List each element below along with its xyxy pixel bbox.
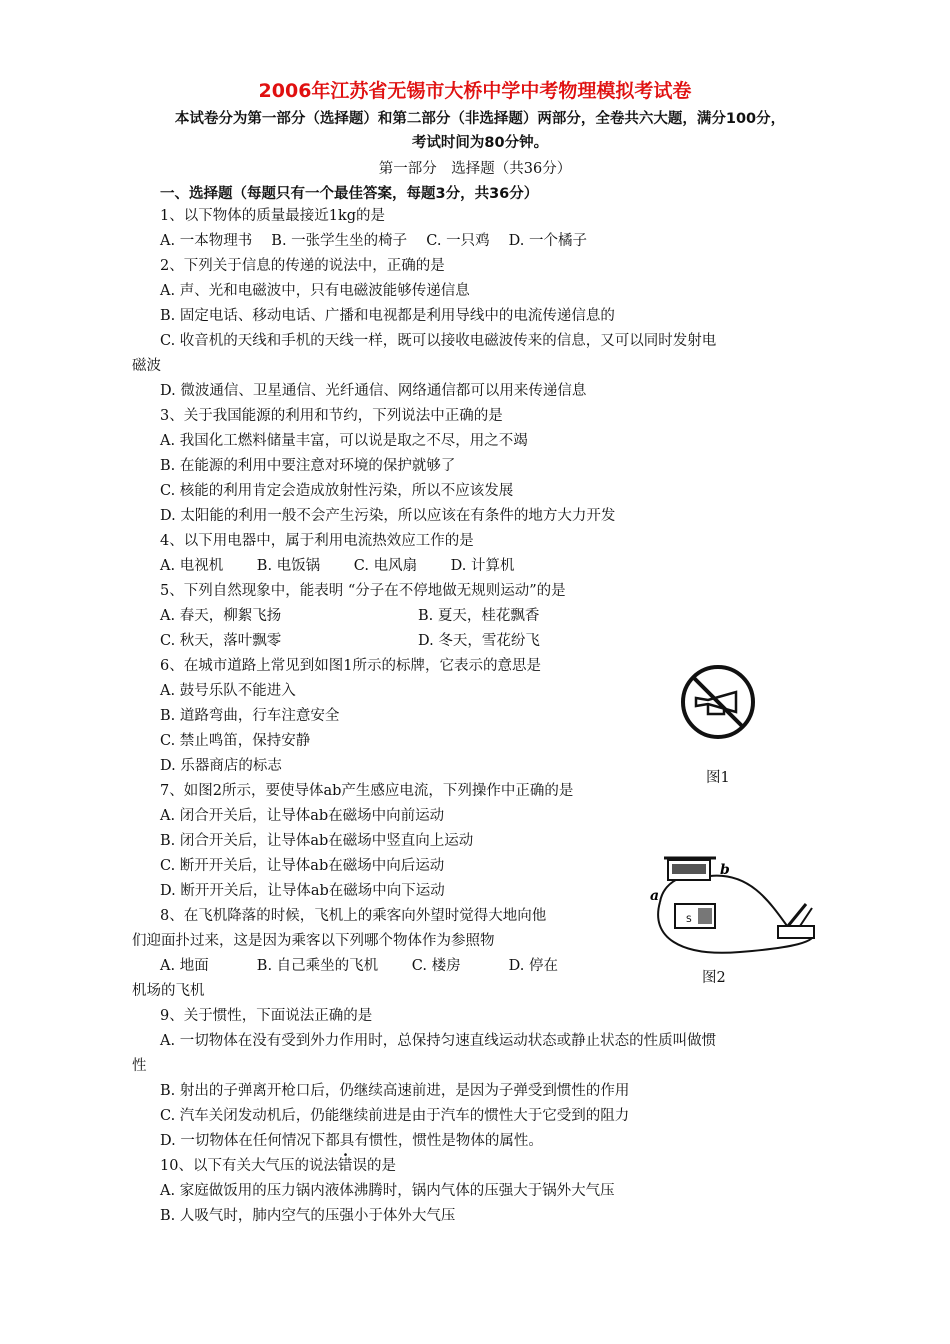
q5-stem: 5、下列自然现象中，能表明 “分子在不停地做无规则运动”的是: [160, 583, 566, 599]
label-a: a: [650, 888, 660, 904]
q9-option-c: C. 汽车关闭发动机后，仍能继续前进是由于汽车的惯性大于它受到的阻力: [160, 1108, 630, 1124]
q1-stem: 1、以下物体的质量最接近1kg的是: [160, 208, 386, 224]
svg-text:S: S: [686, 915, 692, 925]
q7-option-b: B. 闭合开关后，让导体ab在磁场中竖直向上运动: [160, 833, 474, 849]
q3-option-c: C. 核能的利用肯定会造成放射性污染，所以不应该发展: [160, 483, 514, 499]
q8-options: A. 地面 B. 自己乘坐的飞机 C. 楼房 D. 停在: [160, 958, 559, 974]
q1-options: A. 一本物理书 B. 一张学生坐的椅子 C. 一只鸡 D. 一个橘子: [160, 233, 588, 249]
q9-option-a-cont: 性: [132, 1058, 147, 1074]
section-heading: 一、选择题（每题只有一个最佳答案，每题3分，共36分）: [160, 186, 539, 202]
q8-options-cont: 机场的飞机: [132, 983, 205, 999]
q5-option-d: D. 冬天，雪花纷飞: [418, 633, 540, 649]
induction-circuit-figure: [640, 842, 830, 962]
q5-option-c: C. 秋天，落叶飘零: [160, 633, 282, 649]
q3-option-d: D. 太阳能的利用一般不会产生污染，所以应该在有条件的地方大力开发: [160, 508, 616, 524]
q10-stem-start: 10、以下有关大气压的说法: [160, 1158, 338, 1174]
q10-option-a: A. 家庭做饭用的压力锅内液体沸腾时，锅内气体的压强大于锅外大气压: [160, 1183, 615, 1199]
q9-option-a: A. 一切物体在没有受到外力作用时，总保持匀速直线运动状态或静止状态的性质叫做惯: [160, 1033, 717, 1049]
q9-option-b: B. 射出的子弹离开枪口后，仍继续高速前进，是因为子弹受到惯性的作用: [160, 1083, 630, 1099]
q2-option-c: C. 收音机的天线和手机的天线一样，既可以接收电磁波传来的信息，又可以同时发射电: [160, 333, 717, 349]
q5-option-b: B. 夏天，桂花飘香: [418, 608, 540, 624]
fig2-caption: 图2: [702, 970, 726, 986]
label-b: b: [720, 862, 730, 878]
q2-option-b: B. 固定电话、移动电话、广播和电视都是利用导线中的电流传递信息的: [160, 308, 615, 324]
q4-options: A. 电视机 B. 电饭锅 C. 电风扇 D. 计算机: [160, 558, 515, 574]
q6-stem: 6、在城市道路上常见到如图1所示的标牌，它表示的意思是: [160, 658, 541, 674]
q6-option-a: A. 鼓号乐队不能进入: [160, 683, 296, 699]
part-heading: 第一部分 选择题（共36分）: [378, 161, 572, 177]
q7-option-c: C. 断开开关后，让导体ab在磁场中向后运动: [160, 858, 445, 874]
q9-stem: 9、关于惯性，下面说法正确的是: [160, 1008, 373, 1024]
intro-line-2: 考试时间为80分钟。: [411, 135, 549, 151]
q3-option-a: A. 我国化工燃料储量丰富，可以说是取之不尽，用之不竭: [160, 433, 528, 449]
q10-stem: [160, 1156, 396, 1176]
q7-option-a: A. 闭合开关后，让导体ab在磁场中向前运动: [160, 808, 445, 824]
q5-option-a: A. 春天，柳絮飞扬: [160, 608, 282, 624]
q6-option-d: D. 乐器商店的标志: [160, 758, 282, 774]
q2-option-c-cont: 磁波: [132, 358, 161, 374]
exam-title: 2006年江苏省无锡市大桥中学中考物理模拟考试卷: [258, 80, 692, 102]
q7-option-d: D. 断开开关后，让导体ab在磁场中向下运动: [160, 883, 445, 899]
fig1-caption: 图1: [706, 770, 730, 786]
q3-option-b: B. 在能源的利用中要注意对环境的保护就够了: [160, 458, 456, 474]
q8-stem-2: 们迎面扑过来，这是因为乘客以下列哪个物体作为参照物: [132, 933, 495, 949]
q4-stem: 4、以下用电器中，属于利用电流热效应工作的是: [160, 533, 474, 549]
q2-option-d: D. 微波通信、卫星通信、光纤通信、网络通信都可以用来传递信息: [160, 383, 587, 399]
exam-intro: [120, 107, 840, 155]
q6-option-b: B. 道路弯曲，行车注意安全: [160, 708, 340, 724]
q10-stem-end: 的是: [366, 1158, 396, 1174]
q3-stem: 3、关于我国能源的利用和节约，下列说法中正确的是: [160, 408, 503, 424]
q9-option-d: D. 一切物体在任何情况下都具有惯性，惯性是物体的属性。: [160, 1133, 543, 1149]
q7-stem: 7、如图2所示，要使导体ab产生感应电流，下列操作中正确的是: [160, 783, 574, 799]
no-horn-sign-figure: [678, 662, 758, 742]
intro-line-1: 本试卷分为第一部分（选择题）和第二部分（非选择题）两部分，全卷共六大题，满分100分，: [174, 111, 786, 127]
q10-emphasis: 错误: [337, 1158, 367, 1174]
q10-option-b: B. 人吸气时，肺内空气的压强小于体外大气压: [160, 1208, 456, 1224]
q8-stem-1: 8、在飞机降落的时候，飞机上的乘客向外望时觉得大地向他: [160, 908, 547, 924]
q6-option-c: C. 禁止鸣笛，保持安静: [160, 733, 311, 749]
q2-option-a: A. 声、光和电磁波中，只有电磁波能够传递信息: [160, 283, 470, 299]
q2-stem: 2、下列关于信息的传递的说法中，正确的是: [160, 258, 445, 274]
